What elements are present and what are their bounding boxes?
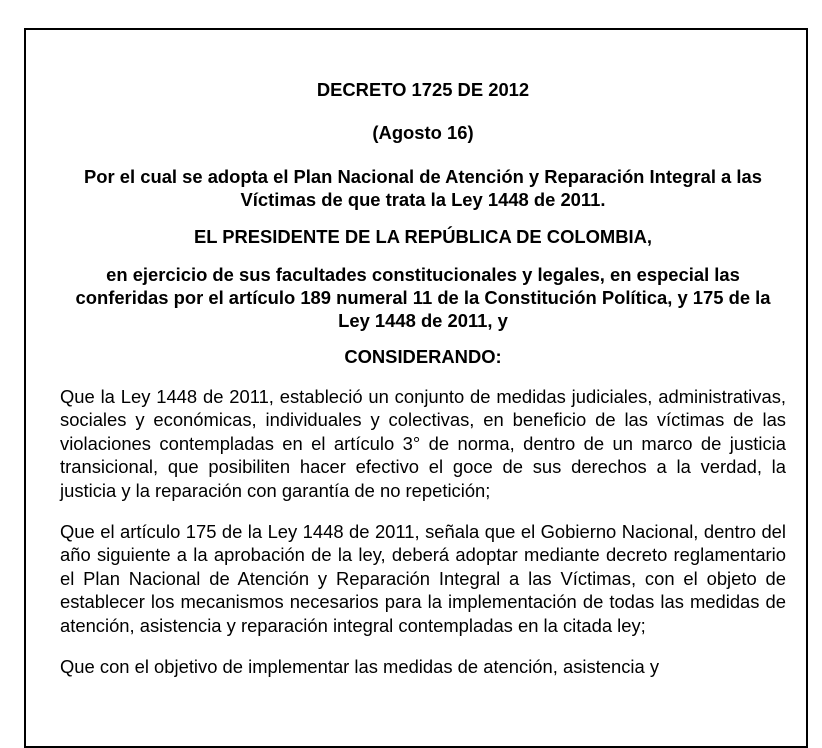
decree-title: DECRETO 1725 DE 2012 <box>316 79 530 100</box>
considering-paragraph: Que con el objetivo de implementar las medidas de atención, asistencia y <box>60 656 660 678</box>
considering-paragraph: Que la Ley 1448 de 2011, estableció un conjunto de medidas judiciales, administrativas, sociales y económicas, individuales y colectivas, en beneficio de las víctimas de las violaciones contempladas en el artículo 3° de norma, dentro de un marco de justicia transicional, que posibiliten hacer efectivo el goce de sus derechos a la verdad, la justicia y la reparación con garantía de no repetición; <box>60 386 786 501</box>
considering-paragraph: Que el artículo 175 de la Ley 1448 de 2011, señala que el Gobierno Nacional, dentro del año siguiente a la aprobación de la ley, deberá adoptar mediante decreto reglamentario el Plan Nacional de Atención y Reparación Integral a las Víctimas, con el objeto de establecer los mecanismos necesarios para la implementación de todas las medidas de atención, asistencia y reparación integral contempladas en la citada ley; <box>60 521 786 636</box>
decree-powers: en ejercicio de sus facultades constitucionales y legales, en especial las conferidas por el artículo 189 numeral 11 de la Constitución Política, y 175 de la Ley 1448 de 2011, y <box>75 264 771 331</box>
decree-date: (Agosto 16) <box>372 122 474 143</box>
decree-subject: Por el cual se adopta el Plan Nacional de Atención y Reparación Integral a las Víctimas de que trata la Ley 1448 de 2011. <box>84 166 762 210</box>
decree-authority: EL PRESIDENTE DE LA REPÚBLICA DE COLOMBIA, <box>193 226 653 247</box>
document-page <box>24 28 808 748</box>
document-body <box>60 78 786 696</box>
considering-heading: CONSIDERANDO: <box>344 346 502 367</box>
